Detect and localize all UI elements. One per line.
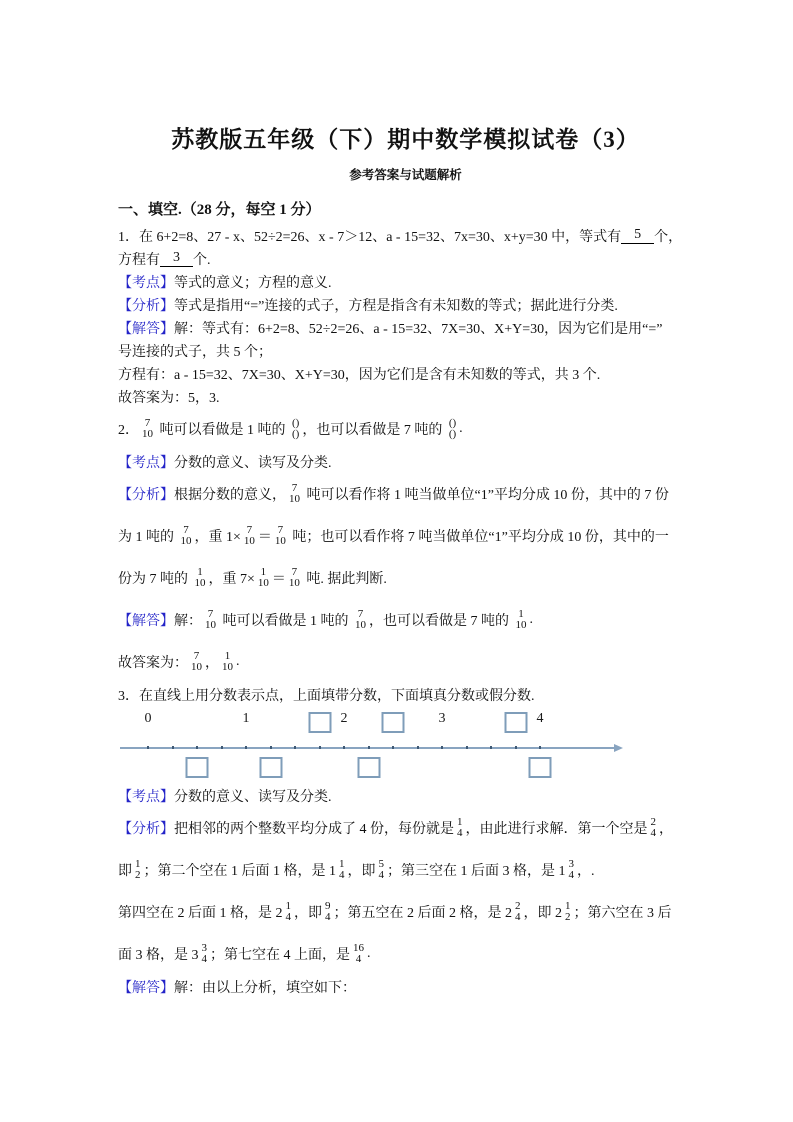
q2-fenxi-line-3 — [118, 557, 693, 599]
numberline-label: 2 — [340, 711, 348, 726]
numberline-tick — [245, 746, 247, 749]
fraction — [181, 525, 192, 547]
text-run: 份为 7 吨的 — [118, 572, 192, 587]
text-run: ，也可以看做是 7 吨的 — [369, 614, 513, 629]
bracket-tag: 【解答】 — [118, 614, 174, 629]
text-run: 等式的意义；方程的意义. — [174, 275, 332, 291]
text-run: 面 3 格，是 3 — [118, 948, 199, 963]
text-run: 等式是指用“=”连接的式子，方程是指含有未知数的等式；据此进行分类. — [174, 298, 618, 314]
fraction — [569, 859, 575, 881]
fraction — [339, 859, 345, 881]
numberline-label: 1 — [242, 711, 250, 726]
q3-fenxi-line-1 — [118, 807, 693, 849]
text-run: 方程有 — [118, 252, 160, 268]
q3-statement-line — [118, 683, 693, 706]
text-run: 第四空在 2 后面 1 格，是 2 — [118, 906, 283, 921]
fraction-numerator: 1 — [260, 566, 267, 578]
numberline-tick — [319, 746, 321, 749]
fraction-numerator: 7 — [357, 608, 364, 620]
numberline-tick — [466, 746, 468, 749]
bracket-tag: 【考点】 — [118, 789, 174, 805]
text-run: ，也可以看做是 7 吨的 — [302, 423, 446, 438]
q2-statement-line — [118, 408, 693, 450]
text-run: ；第三空在 1 后面 3 格，是 1 — [387, 864, 566, 879]
fraction-denominator: 4 — [650, 827, 656, 839]
fraction — [222, 651, 233, 673]
fraction-denominator: 4 — [339, 869, 345, 881]
q1-fenxi-line — [118, 293, 693, 316]
numberline-label: 0 — [144, 711, 152, 726]
fraction-denominator: () — [448, 428, 457, 440]
text-run: ， — [659, 822, 673, 837]
text-run: 解：由以上分析，填空如下： — [174, 980, 356, 996]
text-run: 2． — [118, 423, 139, 438]
fraction-numerator: 3 — [201, 942, 207, 954]
fraction-numerator: 7 — [277, 524, 284, 536]
fraction-denominator: () — [292, 428, 300, 440]
q2-answer-line — [118, 641, 693, 683]
q1-jieda-line-3 — [118, 362, 693, 385]
fraction — [565, 901, 571, 923]
numberline-box-below — [259, 757, 282, 778]
text-run: ＝ — [271, 572, 286, 587]
numberline-box-below — [357, 757, 380, 778]
bracket-tag: 【考点】 — [118, 275, 174, 291]
text-run: ，重 1× — [194, 530, 241, 545]
fraction-numerator: 7 — [144, 417, 151, 429]
q3-fenxi-line-2 — [118, 849, 693, 891]
fraction-denominator: 2 — [135, 869, 141, 881]
fraction-numerator: 9 — [325, 900, 331, 912]
text-run: ；第六空在 3 后 — [573, 906, 672, 921]
q1-answer-line — [118, 385, 693, 408]
q3-kaodian-line — [118, 784, 693, 807]
fraction — [195, 567, 206, 589]
text-run: ，即 — [294, 906, 322, 921]
question-1 — [118, 224, 693, 408]
numberline-tick — [368, 746, 370, 749]
fraction — [275, 525, 286, 547]
fraction — [515, 901, 521, 923]
q3-fenxi-line-4 — [118, 933, 693, 975]
q1-kaodian-line — [118, 270, 693, 293]
numberline-arrow-icon — [614, 744, 623, 752]
fraction-denominator: 10 — [289, 493, 300, 505]
numberline-tick — [515, 746, 517, 749]
text-run: 解：等式有：6+2=8、52÷2=26、a - 15=32、7X=30、X+Y=30，因为它们是用“=” — [174, 321, 663, 337]
text-run: 3．在直线上用分数表示点，上面填带分数，下面填真分数或假分数. — [118, 688, 535, 704]
bracket-tag: 【考点】 — [118, 455, 174, 471]
fraction-numerator: 7 — [246, 524, 253, 536]
bracket-tag: 【解答】 — [118, 980, 174, 996]
fraction-numerator: 5 — [378, 858, 384, 870]
fraction-numerator: 16 — [353, 942, 364, 954]
bracket-tag: 【解答】 — [118, 321, 174, 337]
numberline-box-below — [186, 757, 209, 778]
text-run: 号连接的式子，共 5 个； — [118, 344, 272, 360]
numberline-tick — [196, 746, 198, 749]
fraction — [191, 651, 202, 673]
fraction-numerator: 7 — [291, 566, 298, 578]
question-3 — [118, 683, 693, 998]
text-run: 方程有：a - 15=32、7X=30、X+Y=30，因为它们是含有未知数的等式，共 3 个. — [118, 367, 601, 383]
number-line-diagram — [118, 706, 663, 784]
text-run: ，由此进行求解．第一个空是 — [465, 822, 648, 837]
text-run: 个. — [193, 252, 211, 268]
text-run: 分数的意义、读写及分类. — [174, 789, 332, 805]
numberline-tick — [417, 746, 419, 749]
fraction-denominator: 10 — [243, 535, 255, 547]
fraction-denominator: 4 — [378, 869, 384, 881]
fraction-denominator: 4 — [201, 953, 207, 965]
text-run: 解： — [174, 614, 202, 629]
fraction-denominator: 4 — [515, 911, 521, 923]
text-run: 吨可以看作将 1 吨当做单位“1”平均分成 10 份，其中的 7 份 — [303, 488, 669, 503]
fraction — [355, 609, 366, 631]
numberline-tick — [539, 746, 541, 749]
fraction-denominator: 4 — [568, 869, 574, 881]
text-run: 吨；也可以看作将 7 吨当做单位“1”平均分成 10 份，其中的一 — [288, 530, 669, 545]
fraction-numerator: 3 — [568, 858, 574, 870]
fraction — [286, 901, 292, 923]
fraction-denominator: 2 — [565, 911, 571, 923]
fraction-denominator: 10 — [222, 661, 233, 673]
fraction-numerator: 7 — [291, 482, 298, 494]
fraction-numerator: 7 — [193, 650, 200, 662]
text-run: . — [529, 612, 533, 627]
text-run: 吨可以看做是 1 吨的 — [219, 614, 352, 629]
fraction — [292, 418, 299, 440]
text-run: 个， — [654, 229, 683, 245]
q3-fenxi-line-3 — [118, 891, 693, 933]
bracket-tag: 【分析】 — [118, 822, 174, 837]
q1-jieda-line-1 — [118, 316, 693, 339]
numberline-box-below — [529, 757, 552, 778]
text-run: 为 1 吨的 — [118, 530, 178, 545]
text-run: 分数的意义、读写及分类. — [174, 455, 332, 471]
fraction-denominator: 4 — [355, 953, 362, 965]
page-subtitle: 参考答案与试题解析 — [349, 168, 462, 182]
fraction — [244, 525, 255, 547]
text-run: . — [367, 946, 371, 961]
numberline-label: 4 — [536, 711, 544, 726]
fraction — [457, 817, 463, 839]
q2-kaodian-line — [118, 450, 693, 473]
text-run: ，重 7× — [208, 572, 255, 587]
text-run: ；第五空在 2 后面 2 格，是 2 — [333, 906, 512, 921]
fraction-numerator: 1 — [518, 608, 524, 620]
text-run: 即 — [118, 864, 132, 879]
text-run: 吨. 据此判断. — [302, 572, 387, 587]
q1-jieda-line-2 — [118, 339, 693, 362]
bracket-tag: 【分析】 — [118, 488, 174, 503]
text-run: . — [459, 421, 463, 436]
fraction — [516, 609, 527, 631]
fraction — [289, 483, 300, 505]
fraction-denominator: 10 — [205, 619, 216, 631]
numberline-tick — [490, 746, 492, 749]
fraction-numerator: 7 — [207, 608, 214, 620]
fraction-numerator: 2 — [650, 816, 656, 828]
fraction — [135, 859, 141, 881]
fraction-numerator: () — [448, 417, 457, 429]
fraction — [449, 418, 456, 440]
text-run: ，即 2 — [523, 906, 562, 921]
text-run: 故答案为：5，3. — [118, 390, 220, 406]
numberline-tick — [392, 746, 394, 749]
section-header: 一、填空.（28 分，每空 1 分） — [118, 202, 321, 218]
fraction-denominator: 10 — [257, 577, 269, 589]
fraction-denominator: 4 — [285, 911, 291, 923]
text-run: 故答案为： — [118, 656, 188, 671]
question-2 — [118, 408, 693, 683]
fraction-denominator: 4 — [325, 911, 331, 923]
fraction — [289, 567, 300, 589]
numberline-tick — [441, 746, 443, 749]
q3-jieda-line — [118, 975, 693, 998]
fraction — [325, 901, 331, 923]
answer-blank: 5 — [621, 227, 654, 244]
q1-statement-line-1 — [118, 224, 693, 247]
fraction-denominator: 4 — [457, 827, 463, 839]
numberline-tick — [270, 746, 272, 749]
fraction-denominator: 10 — [355, 619, 366, 631]
fraction-denominator: 10 — [274, 535, 286, 547]
numberline-tick — [221, 746, 223, 749]
fraction-numerator: 1 — [135, 858, 141, 870]
fraction — [353, 943, 364, 965]
numberline-tick — [343, 746, 345, 749]
q2-jieda-line — [118, 599, 693, 641]
text-run: ，. — [577, 864, 595, 879]
q2-fenxi-line-1 — [118, 473, 693, 515]
fraction-denominator: 10 — [180, 535, 192, 547]
q2-fenxi-line-2 — [118, 515, 693, 557]
text-run: ， — [205, 656, 219, 671]
numberline-tick — [172, 746, 174, 749]
numberline-tick — [294, 746, 296, 749]
q1-statement-line-2 — [118, 247, 693, 270]
text-run: ，即 — [347, 864, 376, 879]
fraction-numerator: 2 — [515, 900, 521, 912]
bracket-tag: 【分析】 — [118, 298, 174, 314]
fraction-numerator: 1 — [565, 900, 571, 912]
fraction-numerator: 1 — [224, 650, 231, 662]
fraction-numerator: 1 — [457, 816, 463, 828]
fraction-numerator: () — [292, 417, 300, 429]
fraction-numerator: 7 — [183, 524, 189, 536]
text-run: 把相邻的两个整数平均分成了 4 份，每份就是 — [174, 822, 454, 837]
answer-blank: 3 — [160, 250, 193, 267]
page-title: 苏教版五年级（下）期中数学模拟试卷（3） — [171, 127, 640, 152]
fraction — [651, 817, 657, 839]
text-run: 根据分数的意义， — [174, 488, 286, 503]
fraction-denominator: 10 — [515, 619, 527, 631]
text-run: 吨可以看做是 1 吨的 — [156, 423, 289, 438]
fraction-denominator: 10 — [191, 661, 202, 673]
text-run: ；第二个空在 1 后面 1 格，是 1 — [143, 864, 336, 879]
fraction-numerator: 1 — [285, 900, 291, 912]
text-run: 1．在 6+2=8、27 - x、52÷2=26、x - 7＞12、a - 15=32、7x=30、x+y=30 中，等式有 — [118, 229, 622, 245]
numberline-box-above — [504, 712, 527, 733]
fraction-numerator: 1 — [339, 858, 345, 870]
fraction — [202, 943, 208, 965]
fraction-denominator: 10 — [142, 428, 153, 440]
fraction — [379, 859, 385, 881]
fraction-denominator: 10 — [194, 577, 206, 589]
numberline-label: 3 — [438, 711, 446, 726]
text-run: ＝ — [257, 530, 272, 545]
fraction — [205, 609, 216, 631]
text-run: . — [236, 654, 240, 669]
fraction — [142, 418, 153, 440]
numberline-tick — [147, 746, 149, 749]
numberline-box-above — [382, 712, 405, 733]
text-run: ；第七空在 4 上面，是 — [210, 948, 350, 963]
fraction — [258, 567, 269, 589]
fraction-denominator: 10 — [288, 577, 300, 589]
numberline-box-above — [308, 712, 331, 733]
fraction-numerator: 1 — [197, 566, 203, 578]
